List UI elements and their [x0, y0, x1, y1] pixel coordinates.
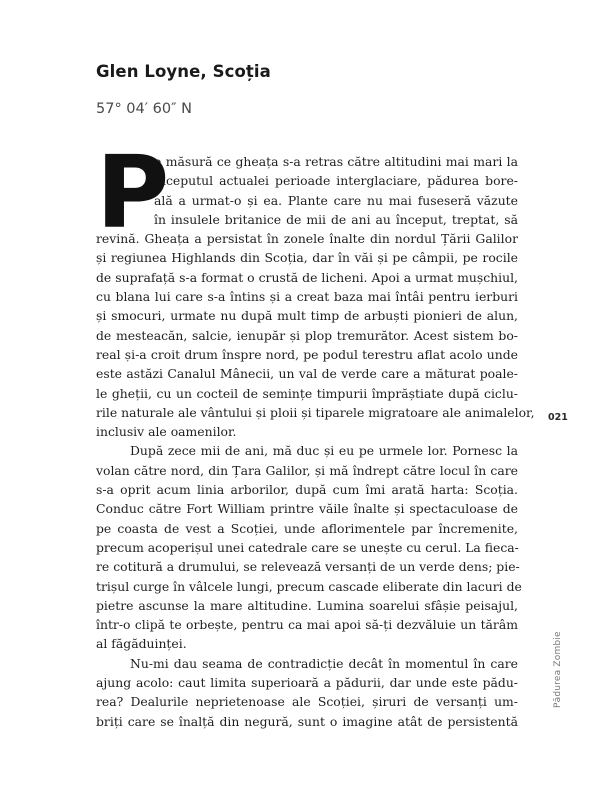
body-text: [96, 134, 535, 731]
text-line: ală a urmat-o și ea. Plante care nu mai fuseseră văzute: [154, 192, 518, 208]
text-line: rile naturale ale vântului și ploii și tiparele migratoare ale animalelor,: [96, 404, 535, 420]
running-head: Pădurea Zombie: [553, 631, 563, 708]
text-line: s-a oprit acum linia arborilor, după cum îmi arată harta: Scoția.: [96, 482, 518, 498]
text-line: de suprafață s-a format o crustă de licheni. Apoi a urmat mușchiul,: [96, 269, 518, 285]
text-line: ajung acolo: caut limita superioară a pădurii, dar unde este pădu-: [96, 675, 518, 691]
text-line: trișul curge în vâlcele lungi, precum cascade eliberate din lacuri de: [96, 578, 522, 594]
text-line: pe coasta de vest a Scoției, unde aflorimentele par încremenite,: [96, 520, 518, 536]
text-line: începutul actualei perioade interglaciare, pădurea bore-: [154, 173, 518, 189]
text-line: inclusiv ale oamenilor.: [96, 424, 237, 440]
text-line: volan către nord, din Țara Galilor, și mă îndrept către locul în care: [96, 462, 518, 478]
text-line: într-o clipă te orbește, pentru ca mai apoi să-ți dezvăluie un tărâm: [96, 617, 518, 633]
text-line: de mesteacăn, salcie, ienupăr și plop tremurător. Acest sistem bo-: [96, 327, 518, 343]
text-line: Conduc către Fort William printre văile înalte și spectaculoase de: [96, 501, 518, 517]
text-line: în insulele britanice de mii de ani au început, treptat, să: [154, 211, 518, 227]
drop-cap: P: [96, 134, 170, 251]
text-line: cu blana lui care s-a întins și a creat baza mai întâi pentru ierburi: [96, 289, 518, 305]
text-line: este astăzi Canalul Mânecii, un val de verde care a măturat poale-: [96, 366, 518, 382]
text-line: rea? Dealurile neprietenoase ale Scoției, șiruri de versanți um-: [96, 694, 518, 710]
text-line: După zece mii de ani, mă duc și eu pe urmele lor. Pornesc la: [130, 443, 518, 459]
text-line: revină. Gheața a persistat în zonele înalte din nordul Țării Galilor: [96, 231, 518, 247]
text-line: real și-a croit drum înspre nord, pe podul terestru aflat acolo unde: [96, 346, 518, 362]
text-line: Nu-mi dau seama de contradicție decât în momentul în care: [130, 655, 518, 671]
text-line: al făgăduinței.: [96, 636, 187, 652]
text-line: re cotitură a drumului, se relevează versanți de un verde dens; pie-: [96, 559, 520, 575]
text-line: pietre ascunse la mare altitudine. Lumina soarelui sfâșie peisajul,: [96, 597, 518, 613]
page-number: 021: [548, 412, 568, 423]
text-line: și smocuri, urmate nu după mult timp de arbuști pionieri de alun,: [96, 308, 518, 324]
chapter-title: Glen Loyne, Scoția: [96, 62, 271, 81]
coordinates: 57° 04′ 60″ N: [96, 101, 192, 117]
text-line: e măsură ce gheața s-a retras către altitudini mai mari la: [154, 154, 518, 169]
text-line: briți care se înalță din negură, sunt o imagine atât de persistentă: [96, 713, 518, 729]
text-line: le gheții, cu un cocteil de semințe timpurii împrăștiate după ciclu-: [96, 385, 518, 401]
text-line: și regiunea Highlands din Scoția, dar în văi și pe câmpii, pe rocile: [96, 250, 518, 266]
text-line: precum acoperișul unei catedrale care se unește cu cerul. La fieca-: [96, 539, 519, 555]
